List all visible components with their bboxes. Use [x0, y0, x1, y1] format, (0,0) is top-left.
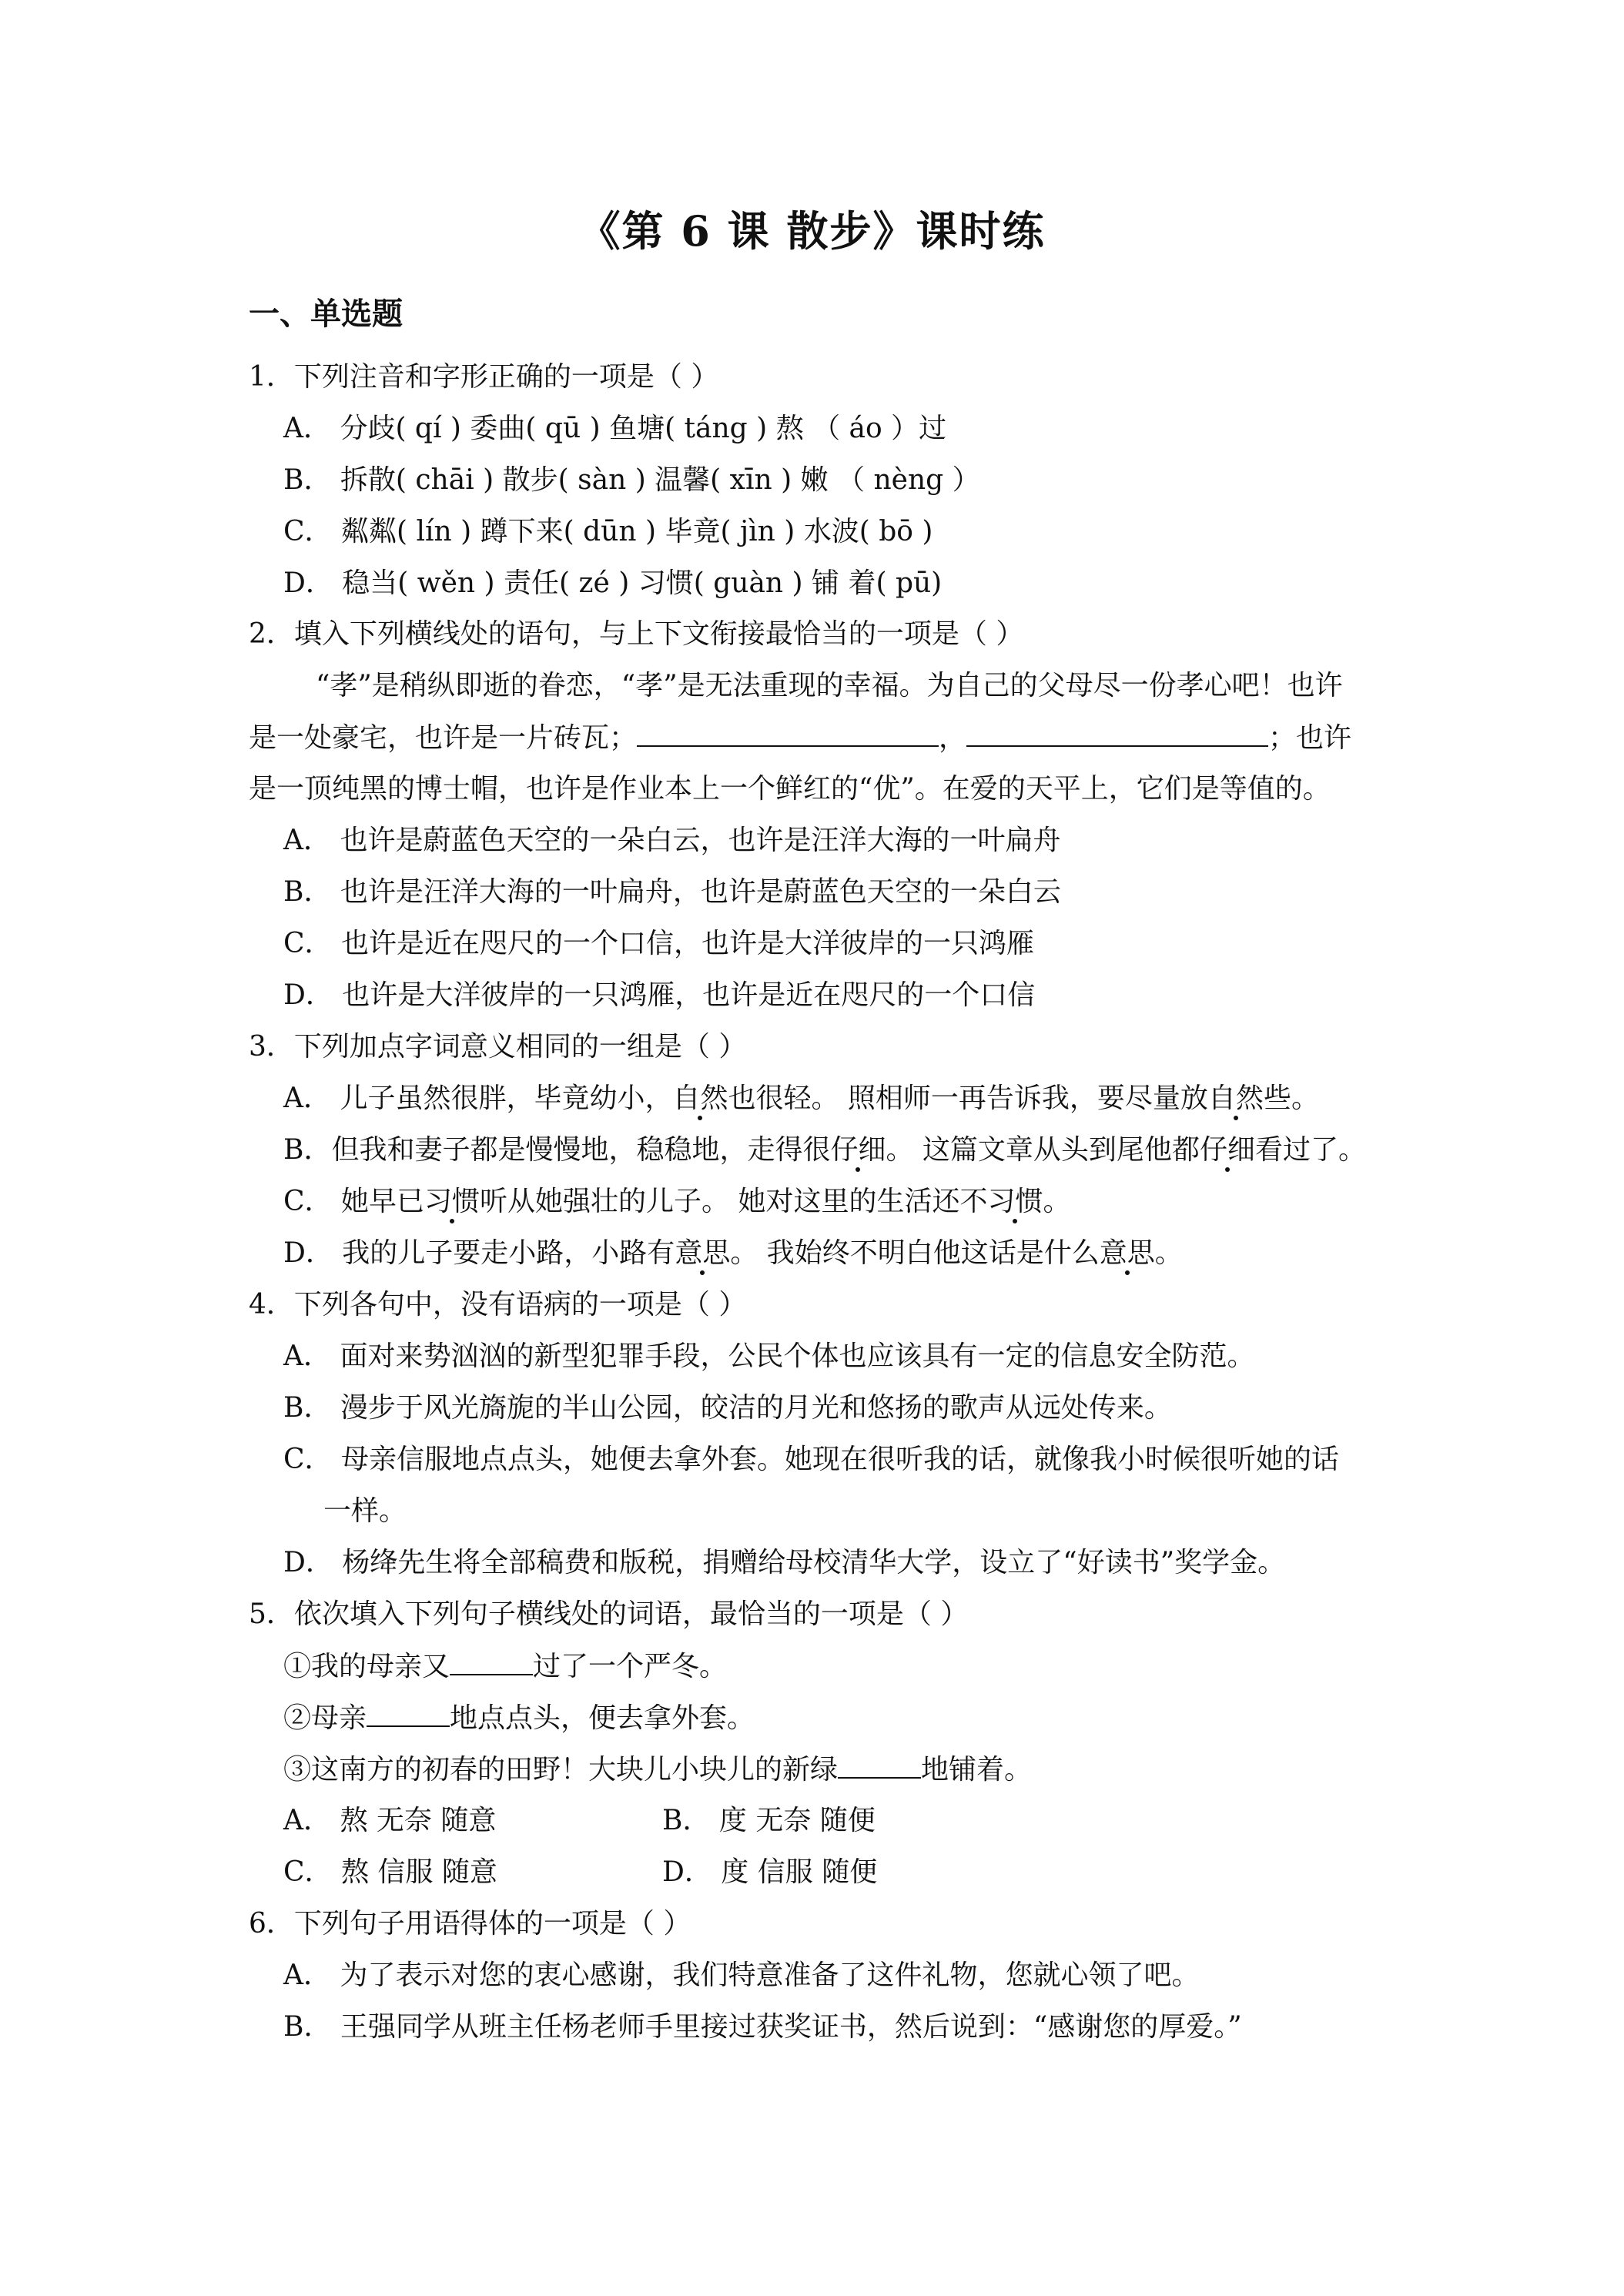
question-3-option-d — [283, 1235, 1183, 1272]
dotted-word: 习惯 — [424, 1186, 481, 1217]
option-text: C． 她早已 — [283, 1186, 424, 1217]
page-title: 《第 6 课 散步》课时练 — [578, 206, 1046, 256]
question-2-passage-line-3: 是一顶纯黑的博士帽，也许是作业本上一个鲜红的“优”。在爱的天平上，它们是等值的。 — [249, 773, 1331, 805]
option-text: 看过了。 — [1254, 1134, 1366, 1166]
option-text: 。 我始终不明白他这话是什么 — [730, 1237, 1100, 1269]
option-text: D． 我的儿子要走小路，小路有 — [283, 1237, 675, 1269]
question-5-sentence-3 — [283, 1751, 1032, 1789]
sentence-text: ①我的母亲又 — [283, 1651, 450, 1682]
option-text: B．但我和妻子都是慢慢地，稳稳地，走得很 — [283, 1134, 831, 1166]
blank-line — [450, 1648, 533, 1675]
question-1-option-d: D． 稳当( wěn ) 责任( zé ) 习惯( guàn ) 铺 着( pū) — [283, 567, 943, 599]
option-text: 。 — [1154, 1237, 1183, 1269]
dotted-word: 意思 — [1099, 1237, 1155, 1269]
question-1-stem: 1．下列注音和字形正确的一项是（ ） — [249, 361, 719, 393]
option-text: 些。 — [1263, 1083, 1319, 1114]
dotted-word: 自然 — [1207, 1083, 1264, 1114]
passage-text: 是一处豪宅，也许是一片砖瓦； — [249, 722, 638, 754]
question-3-option-c — [283, 1183, 1071, 1220]
question-3-option-b — [283, 1132, 1366, 1169]
sentence-text: 地点点头，便去拿外套。 — [450, 1702, 755, 1734]
question-2-passage-line-1: “孝”是稍纵即逝的眷恋，“孝”是无法重现的幸福。为自己的父母尽一份孝心吧！也许 — [316, 670, 1343, 701]
option-text: 也很轻。 照相师一再告诉我，要尽量放 — [728, 1083, 1208, 1114]
dotted-word: 习惯 — [987, 1186, 1043, 1217]
section-heading: 一、单选题 — [249, 296, 403, 332]
passage-text: ， — [939, 722, 967, 754]
question-5-sentence-2 — [283, 1699, 755, 1737]
question-1-option-a: A． 分歧( qí ) 委曲( qū ) 鱼塘( táng ) 熬 （ áo ）过 — [283, 413, 947, 444]
question-1-option-b: B． 拆散( chāi ) 散步( sàn ) 温馨( xīn ) 嫩 （ nèng ） — [283, 464, 980, 496]
question-4-option-c-continued: 一样。 — [323, 1495, 407, 1527]
question-5-sentence-1 — [283, 1648, 727, 1685]
question-4-option-b: B． 漫步于风光旖旎的半山公园，皎洁的月光和悠扬的歌声从远处传来。 — [283, 1392, 1172, 1424]
option-text: 。 这篇文章从头到尾他都 — [886, 1134, 1200, 1166]
question-5-option-a: A． 熬 无奈 随意 — [283, 1805, 497, 1836]
question-2-option-a: A． 也许是蔚蓝色天空的一朵白云，也许是汪洋大海的一叶扁舟 — [283, 825, 1061, 856]
question-2-option-c: C． 也许是近在咫尺的一个口信，也许是大洋彼岸的一只鸿雁 — [283, 928, 1034, 959]
dotted-word: 自然 — [672, 1083, 728, 1114]
question-5-stem: 5．依次填入下列句子横线处的词语，最恰当的一项是（ ） — [249, 1598, 969, 1630]
sentence-text: 过了一个严冬。 — [533, 1651, 728, 1682]
option-text: 听从她强壮的儿子。 她对这里的生活还不 — [480, 1186, 988, 1217]
question-2-option-b: B． 也许是汪洋大海的一叶扁舟，也许是蔚蓝色天空的一朵白云 — [283, 876, 1061, 908]
question-6-stem: 6．下列句子用语得体的一项是（ ） — [249, 1908, 691, 1940]
question-5-option-c: C． 熬 信服 随意 — [283, 1856, 497, 1888]
dotted-word: 仔细 — [830, 1134, 886, 1166]
question-6-option-a: A． 为了表示对您的衷心感谢，我们特意准备了这件礼物，您就心领了吧。 — [283, 1960, 1200, 1991]
blank-line — [966, 719, 1268, 747]
option-text: A． 儿子虽然很胖，毕竟幼小， — [283, 1083, 673, 1114]
question-4-option-d: D． 杨绛先生将全部稿费和版税，捐赠给母校清华大学，设立了“好读书”奖学金。 — [283, 1547, 1286, 1578]
question-3-option-a — [283, 1080, 1319, 1117]
sentence-text: ②母亲 — [283, 1702, 367, 1734]
question-5-option-d: D． 度 信服 随便 — [662, 1856, 878, 1888]
blank-line — [637, 719, 939, 747]
passage-text: ；也许 — [1268, 722, 1352, 754]
question-1-option-c: C． 粼粼( lín ) 蹲下来( dūn ) 毕竟( jìn ) 水波( bō ) — [283, 516, 933, 547]
blank-line — [367, 1699, 450, 1727]
question-6-option-b: B． 王强同学从班主任杨老师手里接过获奖证书，然后说到：“感谢您的厚爱。” — [283, 2011, 1242, 2043]
dotted-word: 意思 — [675, 1237, 731, 1269]
sentence-text: 地铺着。 — [921, 1754, 1033, 1786]
question-5-option-b: B． 度 无奈 随便 — [662, 1805, 876, 1836]
blank-line — [838, 1751, 921, 1779]
question-4-option-a: A． 面对来势汹汹的新型犯罪手段，公民个体也应该具有一定的信息安全防范。 — [283, 1340, 1255, 1372]
question-2-passage-line-2 — [249, 719, 1351, 757]
question-2-stem: 2．填入下列横线处的语句，与上下文衔接最恰当的一项是（ ） — [249, 618, 1024, 650]
question-2-option-d: D． 也许是大洋彼岸的一只鸿雁，也许是近在咫尺的一个口信 — [283, 979, 1036, 1011]
option-text: 。 — [1043, 1186, 1071, 1217]
question-4-option-c: C． 母亲信服地点点头，她便去拿外套。她现在很听我的话，就像我小时候很听她的话 — [283, 1444, 1339, 1475]
question-3-stem: 3．下列加点字词意义相同的一组是（ ） — [249, 1031, 747, 1063]
question-4-stem: 4．下列各句中，没有语病的一项是（ ） — [249, 1289, 747, 1320]
sentence-text: ③这南方的初春的田野！大块儿小块儿的新绿 — [283, 1754, 839, 1786]
dotted-word: 仔细 — [1199, 1134, 1255, 1166]
